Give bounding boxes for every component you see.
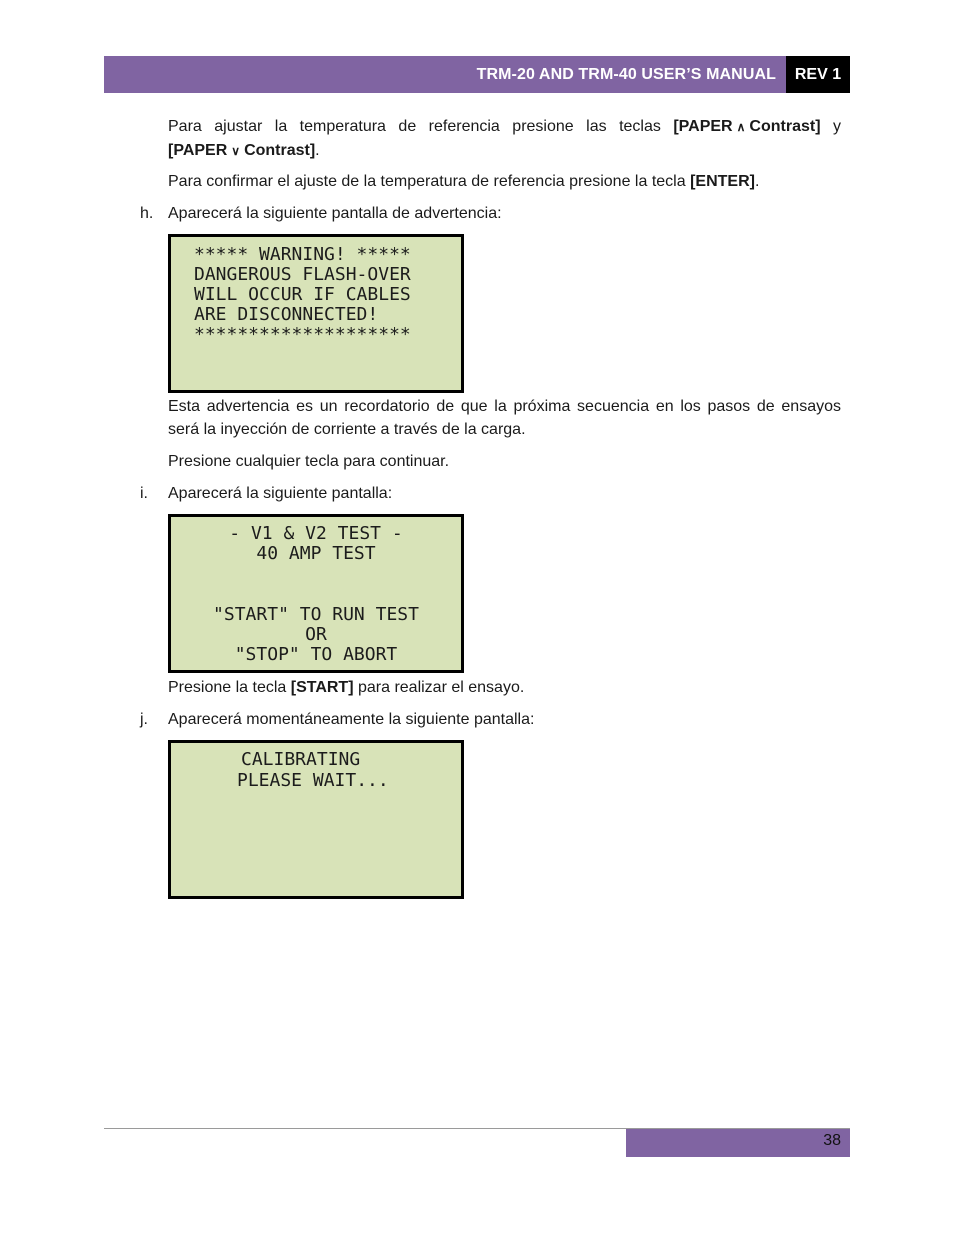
lcd-line: DANGEROUS FLASH-OVER — [194, 264, 411, 285]
lcd-test-screen — [168, 514, 464, 673]
item-j-letter: j. — [140, 711, 148, 728]
key-start: [START] — [290, 679, 354, 696]
key-paper-down: [PAPER ∨ Contrast] — [168, 142, 316, 159]
lcd-calibrating-screen — [168, 740, 464, 899]
manual-title: TRM-20 AND TRM-40 USER’S MANUAL — [476, 66, 776, 83]
paragraph-confirm-temperature: Para confirmar el ajuste de la temperatura de referencia presione la tecla [ENTER]. — [168, 173, 760, 190]
item-j-text: Aparecerá momentáneamente la siguiente pantalla: — [168, 711, 535, 728]
lcd-line: ******************** — [194, 324, 411, 345]
paragraph-press-any-key: Presione cualquier tecla para continuar. — [168, 453, 450, 470]
up-arrow-icon: ∧ — [736, 120, 746, 134]
header-bar — [104, 56, 786, 93]
revision-badge: REV 1 — [786, 56, 850, 93]
item-h-text: Aparecerá la siguiente pantalla de advertencia: — [168, 205, 502, 222]
lcd-line: OR — [305, 624, 327, 645]
paragraph-text: Para ajustar la temperatura de referencia presione las teclas — [168, 118, 674, 135]
paragraph-press-start: Presione la tecla [START] para realizar el ensayo. — [168, 679, 525, 696]
lcd-line: "START" TO RUN TEST — [213, 604, 419, 625]
item-i-text: Aparecerá la siguiente pantalla: — [168, 485, 393, 502]
page-number: 38 — [823, 1132, 841, 1149]
key-paper-up: [PAPER ∧ Contrast] — [673, 118, 821, 135]
lcd-line: 40 AMP TEST — [256, 543, 376, 564]
lcd-warning-screen — [168, 234, 464, 393]
lcd-line: - V1 & V2 TEST - — [229, 523, 403, 544]
lcd-line: ***** WARNING! ***** — [194, 244, 411, 265]
lcd-line: WILL OCCUR IF CABLES — [194, 284, 411, 305]
paragraph-warning-explanation: Esta advertencia es un recordatorio de que la próxima secuencia en los pasos de ensayos será la inyección de corriente a través de la carga. — [168, 398, 841, 438]
lcd-line: PLEASE WAIT... — [237, 770, 389, 791]
item-h-letter: h. — [140, 205, 154, 222]
item-i-letter: i. — [140, 485, 148, 502]
lcd-line: CALIBRATING — [241, 749, 361, 770]
paragraph-adjust-temperature: Para ajustar la temperatura de referencia presione las teclas [PAPER ∧ Contrast] y [PAPER ∨ Contrast]. — [168, 118, 841, 159]
lcd-line: ARE DISCONNECTED! — [194, 304, 379, 325]
key-enter: [ENTER] — [690, 173, 755, 190]
lcd-line: "STOP" TO ABORT — [234, 644, 398, 665]
down-arrow-icon: ∨ — [231, 144, 241, 158]
footer-bar — [626, 1129, 850, 1157]
